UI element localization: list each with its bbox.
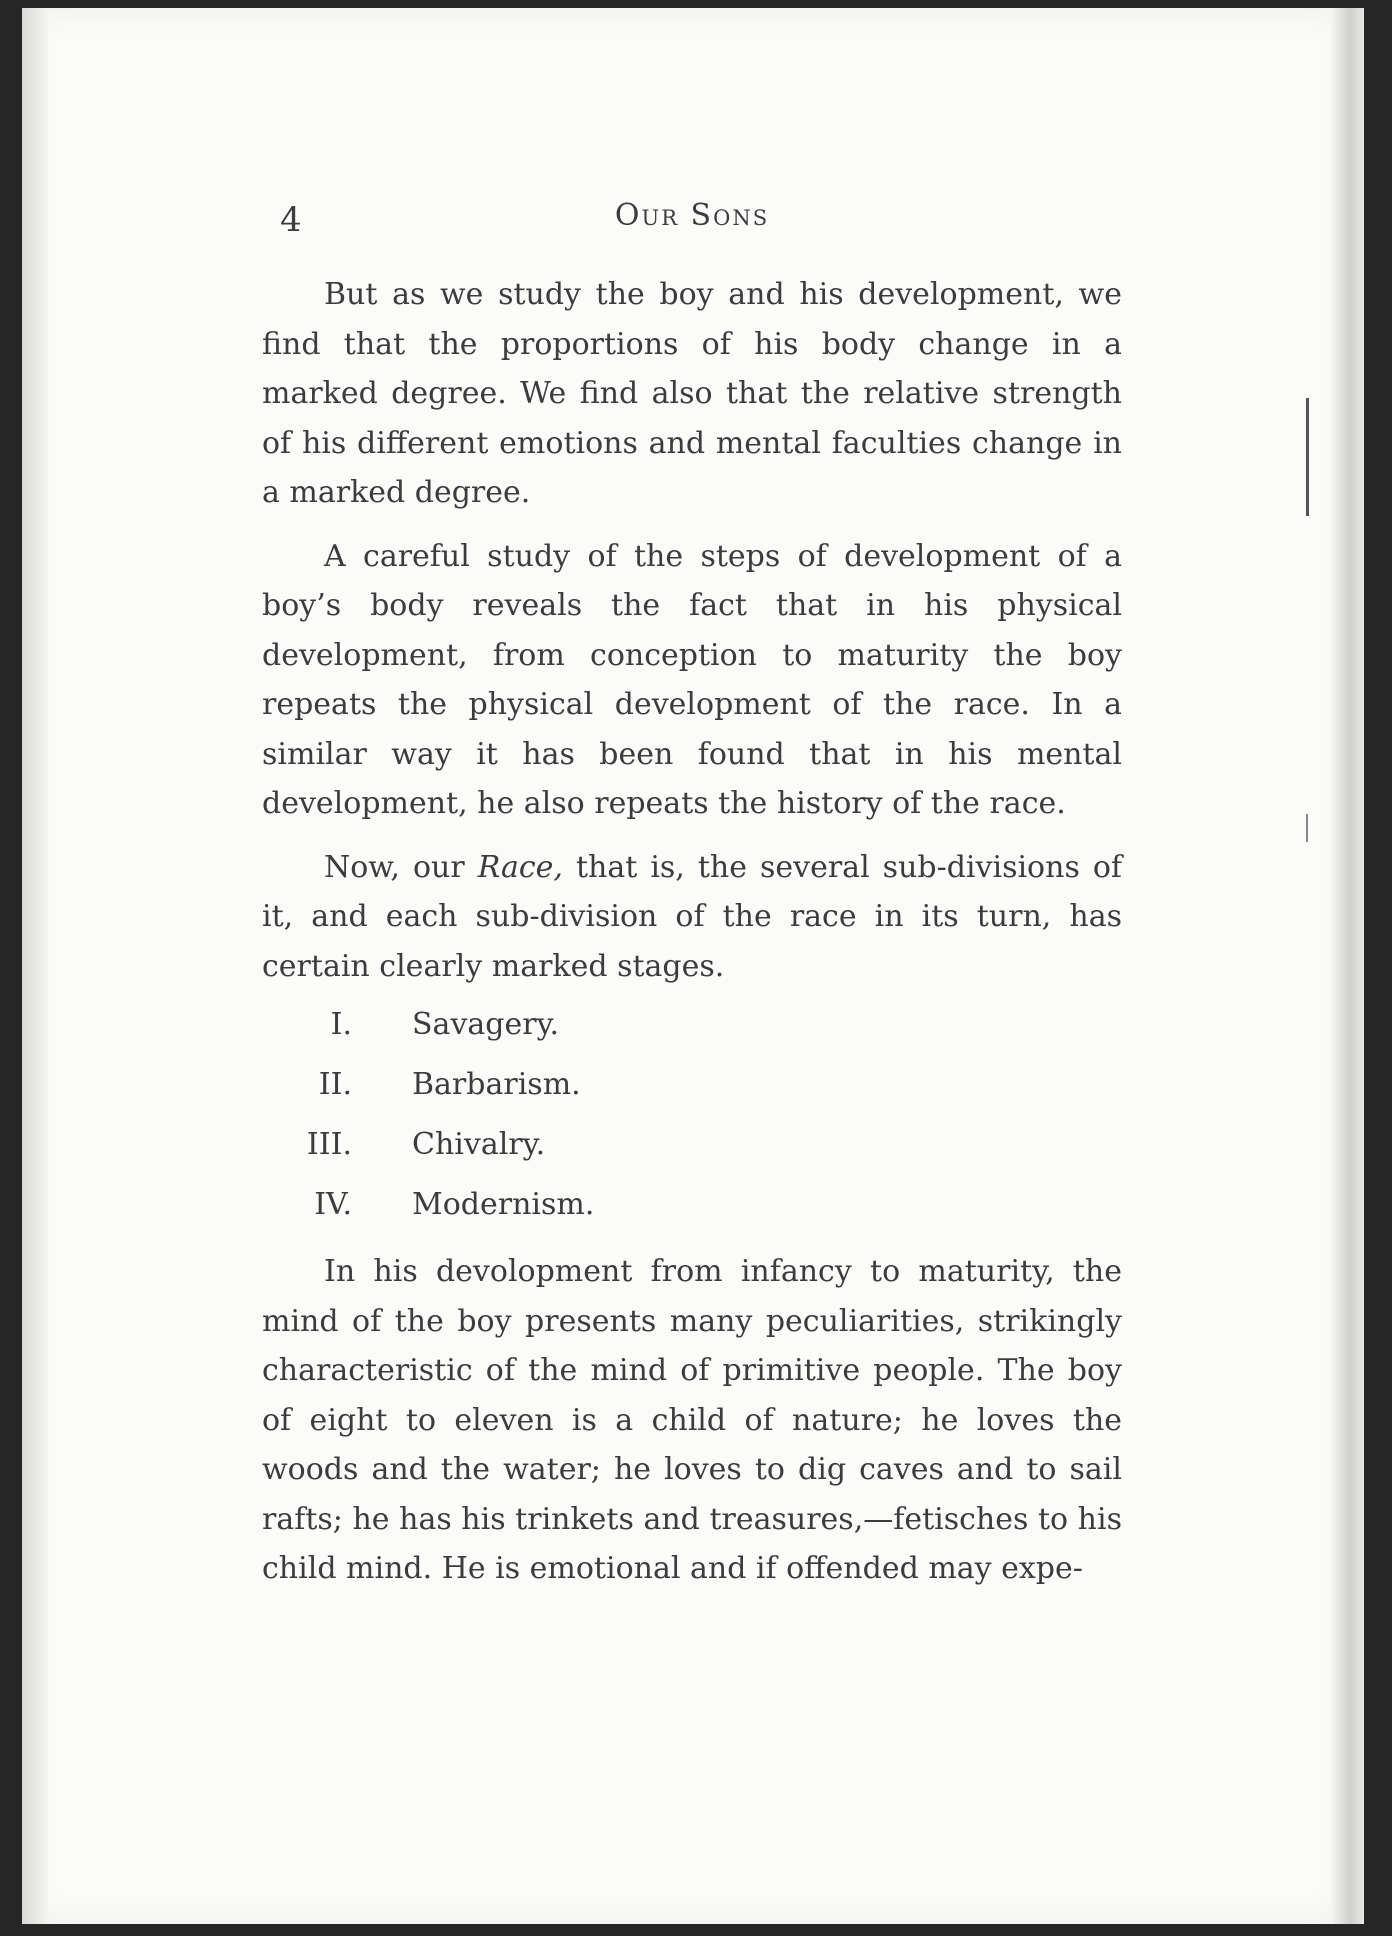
page-gutter-left xyxy=(22,8,48,1924)
stage-label: Modernism. xyxy=(412,1187,595,1222)
page-edge-mark xyxy=(1306,814,1308,842)
paragraph-3-before: Now, our xyxy=(324,849,478,885)
stage-numeral: III. xyxy=(306,1127,352,1162)
stage-numeral: I. xyxy=(330,1007,352,1042)
page-text-block xyxy=(262,190,1122,1594)
paragraph-3 xyxy=(262,843,1122,992)
stage-label: Barbarism. xyxy=(412,1067,581,1102)
list-item xyxy=(262,1115,1122,1175)
stages-list xyxy=(262,995,1122,1235)
stage-label: Savagery. xyxy=(412,1007,560,1042)
paragraph-3-after: that is, the several sub-divisions of it, and each sub-division of the race in its turn, has certain clearly marked stages. xyxy=(262,849,1123,984)
paragraph-4: In his devolopment from infancy to maturity, the mind of the boy presents many peculiarities, strikingly characteristic of the mind of primitive people. The boy of eight to eleven is a child of nature; he loves the woods and the water; he loves to dig caves and to sail rafts; he has his trinkets and treasures,—fetisches to his child mind. He is emotional and if offended may expe- xyxy=(262,1254,1122,1586)
page-header xyxy=(262,190,1122,250)
list-item xyxy=(262,1175,1122,1235)
stage-label: Chivalry. xyxy=(412,1127,546,1162)
list-item xyxy=(262,995,1122,1055)
stage-numeral: IV. xyxy=(314,1187,352,1222)
paragraph-2: A careful study of the steps of development of a boy’s body reveals the fact that in his physical development, from conception to maturity the boy repeats the physical development of the race. In a similar way it has been found that in his mental development, he also repeats the history of the race. xyxy=(262,538,1122,821)
running-head: Our Sons xyxy=(614,198,770,233)
stage-numeral: II. xyxy=(318,1067,352,1102)
page-edge-right xyxy=(1330,8,1364,1924)
page-edge-mark xyxy=(1306,398,1309,516)
page-number: 4 xyxy=(280,200,302,240)
paragraph-1: But as we study the boy and his development, we find that the proportions of his body change in a marked degree. We find also that the relative strength of his different emotions and mental faculties change in a marked degree. xyxy=(262,277,1122,510)
race-emphasis: Race, xyxy=(477,849,563,885)
list-item xyxy=(262,1055,1122,1115)
